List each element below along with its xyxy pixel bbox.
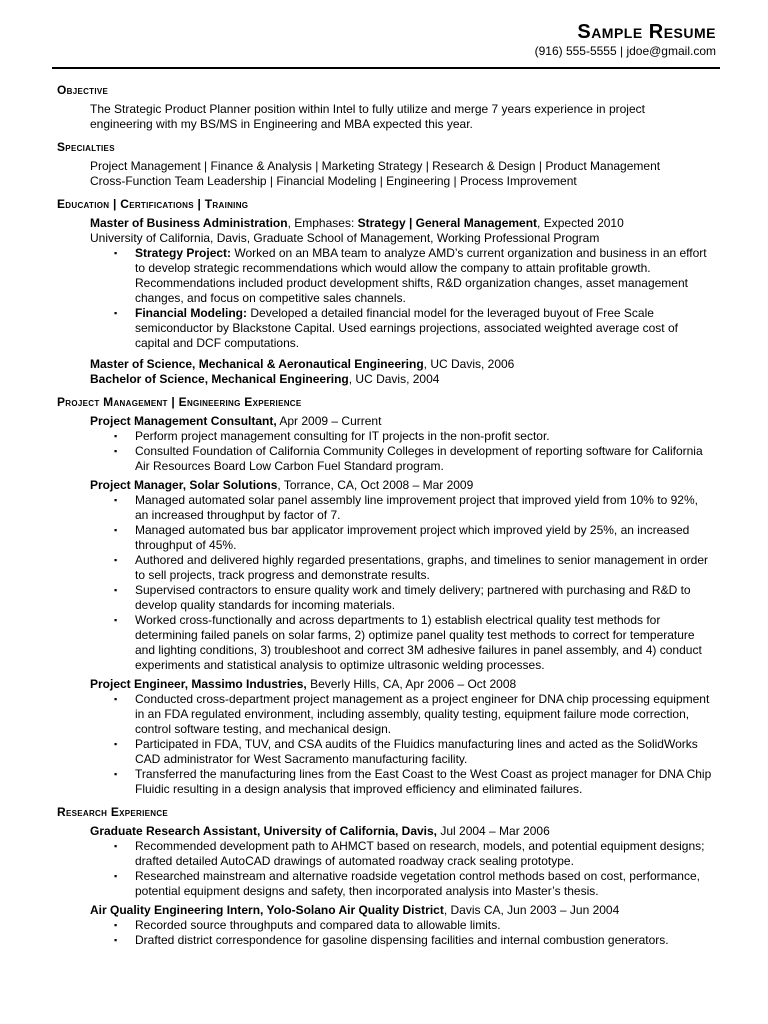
education-entry-bs: [90, 372, 712, 387]
job-heading: [90, 824, 712, 839]
list-item: ▪ Recommended development path to AHMCT based on research, models, and potential equipment designs; drafted detailed AutoCAD drawings of automated roadway crack sealing prototype.: [90, 839, 712, 869]
specialties-line-1: Project Management | Finance & Analysis | Marketing Strategy | Research & Design | Product Management: [90, 159, 661, 173]
list-item: ▪ Authored and delivered highly regarded presentations, graphs, and timelines to senior management in order to sell projects, track progress and demonstrate results.: [90, 553, 712, 583]
contact-line: (916) 555-5555 | jdoe@gmail.com: [534, 44, 716, 58]
bs-details: , UC Davis, 2004: [348, 372, 440, 386]
bs-degree: Bachelor of Science, Mechanical Engineering: [90, 372, 349, 386]
job-role: Project Engineer, Massimo Industries,: [90, 677, 307, 691]
list-item: ▪ Researched mainstream and alternative roadside vegetation control methods based on cost, performance, potential equipment designs and safety, then incorporated analysis into Master’s thesis.: [90, 869, 712, 899]
mba-degree: Master of Business Administration: [90, 216, 288, 230]
section-title-objective: Objective: [57, 83, 109, 97]
list-item: [90, 246, 712, 306]
list-item: ▪ Supervised contractors to ensure quality work and timely delivery; partnered with purchasing and R&D to develop quality standards for incoming materials.: [90, 583, 712, 613]
job-entry: [90, 824, 712, 899]
bullet-text: Worked on an MBA team to analyze AMD’s current organization and business in an effort to develop strategic recommendations which would allow the company to attain profitable growth. Recommendations included product development shifts, R&D organization changes, asset management changes, and focus on competitive sales channels.: [135, 246, 707, 305]
job-heading: [90, 478, 712, 493]
job-role: Project Management Consultant,: [90, 414, 277, 428]
list-item: ▪ Managed automated bus bar applicator improvement project which improved yield by 25%, an increased throughput of 45%.: [90, 523, 712, 553]
education-entry-ms: [90, 357, 712, 372]
bullet-label: Financial Modeling:: [135, 306, 248, 320]
job-entry: [90, 414, 712, 474]
section-title-education: Education | Certifications | Training: [57, 197, 249, 211]
education-entry-mba: [90, 216, 712, 351]
mba-emphases-label: , Emphases:: [287, 216, 358, 230]
ms-details: , UC Davis, 2006: [423, 357, 515, 371]
bullet-label: Strategy Project:: [135, 246, 232, 260]
job-role: Graduate Research Assistant, University of California, Davis,: [90, 824, 438, 838]
job-entry: [90, 677, 712, 797]
job-entry: [90, 903, 712, 948]
mba-heading: [90, 216, 712, 231]
list-item: ▪ Conducted cross-department project management as a project engineer for DNA chip processing equipment in an FDA regulated environment, including assembly, quality testing, equipment failure mode correction, control software testing, and mechanical design.: [90, 692, 712, 737]
job-bullets: [90, 493, 712, 673]
mba-expected: , Expected 2010: [537, 216, 624, 230]
section-title-specialties: Specialties: [57, 140, 115, 154]
job-role: Air Quality Engineering Intern, Yolo-Solano Air Quality District: [90, 903, 444, 917]
list-item: ▪ Worked cross-functionally and across departments to 1) establish electrical quality test methods for determining failed panels on solar farms, 2) optimize panel quality test methods to correct for temperature and lighting conditions, 3) troubleshoot and correct 3M adhesive failures in panel assembly, and 4) conduct experiments and statistical analysis to optimize ultrasonic welding processes.: [90, 613, 712, 673]
job-meta: Beverly Hills, CA, Apr 2006 – Oct 2008: [306, 677, 517, 691]
job-role: Project Manager, Solar Solutions: [90, 478, 278, 492]
list-item: ▪ Drafted district correspondence for gasoline dispensing facilities and internal combustion generators.: [90, 933, 712, 948]
specialties-line-2: Cross-Function Team Leadership | Financial Modeling | Engineering | Process Improvement: [90, 174, 577, 188]
job-heading: [90, 677, 712, 692]
mba-school: University of California, Davis, Graduate School of Management, Working Professional Program: [90, 231, 600, 245]
job-bullets: [90, 429, 712, 474]
bullet-text: Developed a detailed financial model for the leveraged buyout of Free Scale semiconductor by Blackstone Capital. Used earnings projections, associated weighted average cost of capital and DCF computations.: [135, 306, 678, 350]
job-heading: [90, 903, 712, 918]
mba-emphases: Strategy | General Management: [357, 216, 538, 230]
list-item: ▪ Transferred the manufacturing lines from the East Coast to the West Coast as project manager for DNA Chip Fluidic resulting in a design analysis that improved efficiency and eliminated failures.: [90, 767, 712, 797]
mba-bullets: [90, 246, 712, 351]
section-title-research: Research Experience: [57, 805, 169, 819]
job-bullets: [90, 692, 712, 797]
list-item: ▪ Perform project management consulting for IT projects in the non-profit sector.: [90, 429, 712, 444]
ms-degree: Master of Science, Mechanical & Aeronautical Engineering: [90, 357, 424, 371]
job-entry: [90, 478, 712, 673]
list-item: ▪ Managed automated solar panel assembly line improvement project that improved yield from 10% to 92%, an increased throughput by factor of 7.: [90, 493, 712, 523]
list-item: ▪ Recorded source throughputs and compared data to allowable limits.: [90, 918, 712, 933]
job-meta: , Davis CA, Jun 2003 – Jun 2004: [443, 903, 620, 917]
list-item: ▪ Participated in FDA, TUV, and CSA audits of the Fluidics manufacturing lines and acted as the SolidWorks CAD administrator for West Sacramento manufacturing facility.: [90, 737, 712, 767]
job-meta: , Torrance, CA, Oct 2008 – Mar 2009: [277, 478, 474, 492]
objective-text: The Strategic Product Planner position within Intel to fully utilize and merge 7 years experience in project engineering with my BS/MS in Engineering and MBA expected this year.: [90, 102, 645, 131]
resume-header: [535, 20, 716, 59]
list-item: [90, 306, 712, 351]
resume-body: [0, 82, 768, 948]
header-divider: [52, 67, 720, 69]
job-bullets: [90, 918, 712, 948]
job-meta: Apr 2009 – Current: [276, 414, 382, 428]
list-item: ▪ Consulted Foundation of California Community Colleges in development of reporting software for California Air Resources Board Low Carbon Fuel Standard program.: [90, 444, 712, 474]
candidate-name: Sample Resume: [577, 21, 716, 43]
job-heading: [90, 414, 712, 429]
job-bullets: [90, 839, 712, 899]
job-meta: Jul 2004 – Mar 2006: [437, 824, 550, 838]
section-title-experience: Project Management | Engineering Experience: [57, 395, 302, 409]
